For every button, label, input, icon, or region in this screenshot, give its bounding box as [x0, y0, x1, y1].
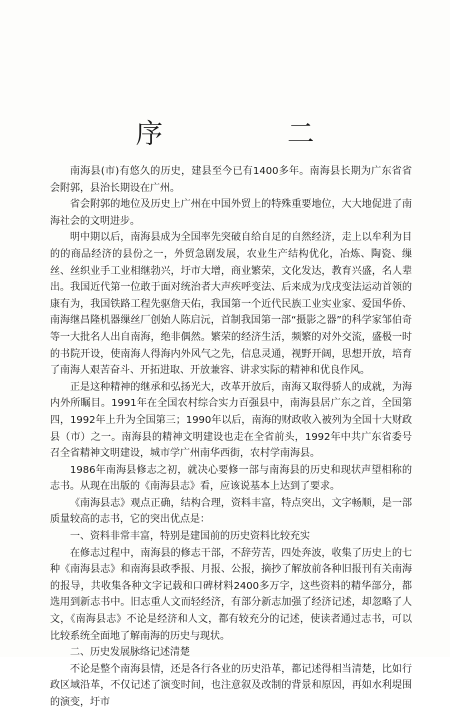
paragraph: 不论是整个南海县情，还是各行各业的历史沿革，都记述得相当清楚，比如行政区域沿革，不仅记述了演变时间，也注意叙及改制的背景和原因，再如水利堤围的演变，圩市: [50, 663, 412, 708]
section-heading: 二、历史发展脉络记述清楚: [70, 647, 190, 659]
paragraph: 《南海县志》观点正确，结构合理，资料丰富，特点突出，文字畅顺，是一部质量较高的志书，它的突出优点是：: [50, 497, 412, 526]
paragraph: 在修志过程中，南海县的修志干部，不辞劳苦，四处奔波，收集了历史上的七种《南海县志》和南海县政季报、月报、公报，摘抄了解放前各种旧报刊有关南海的报导，共收集各种文字记载和口碑材料2400多万字，这些资料的精华部分，都选用到新志书中。旧志重人文而轻经济，有部分新志加强了经济记述，却忽略了人文，《南海县志》不论是经济和人文，都有较充分的记述，使读者通过志书，可以比较系统全面地了解南海的历史与现状。: [50, 547, 412, 642]
paragraph: 1986年南海县修志之初，就决心要修一部与南海县的历史和现状声望相称的志书。从现在出版的《南海县志》看，应该说基本上达到了要求。: [50, 464, 412, 493]
page-title: 序 二: [135, 119, 373, 150]
paragraph: 南海县(市)有悠久的历史，建县至今已有1400多年。南海县长期为广东省省会附郭，县治长期设在广州。: [50, 166, 412, 194]
paragraph: 明中期以后，南海县成为全国率先突破自给自足的自然经济，走上以牟利为目的的商品经济的县份之一，外贸急剧发展，农业生产结构优化，冶炼、陶瓷、缫丝、丝织业手工业相继勃兴，圩市大增，商业繁荣，文化发达，教育兴盛，名人辈出。我国近代第一位敢于面对统治者大声疾呼变法、后来成为戊戌变法运动首领的康有为，我国铁路工程先驱詹天佑，我国第一个近代民族工业实业家、爱国华侨、南海继昌隆机器缫丝厂创始人陈启沅，首制我国第一部“摄影之器”的科学家邹伯奇等一大批名人出自南海，绝非偶然。繁荣的经济生活，频繁的对外交流，盛极一时的书院开设，使南海人得海内外风气之先，信息灵通，视野开阔，思想开放，培育了南海人艰苦奋斗、开拓进取、开放兼容、讲求实际的精神和优良作风。: [50, 232, 412, 377]
section-heading: 一、资料非常丰富，特别是建国前的历史资料比较充实: [70, 531, 310, 543]
paragraph: 省会附郭的地位及历史上广州在中国外贸上的特殊重要地位，大大地促进了南海社会的文明进步。: [50, 199, 412, 227]
document-body: [50, 164, 412, 712]
paragraph: 正是这种精神的继承和弘扬光大，改革开放后，南海又取得骄人的成就，为海内外所瞩目。1991年在全国农村综合实力百强县中，南海县居广东之首，全国第四，1992年上升为全国第三；1990年以后，南海的财政收入被列为全国十大财政县（市）之一。南海县的精神文明建设也走在全省前头，1992年中共广东省委号召全省精神文明建设，城市学广州南华西街，农村学南海县。: [50, 381, 412, 460]
